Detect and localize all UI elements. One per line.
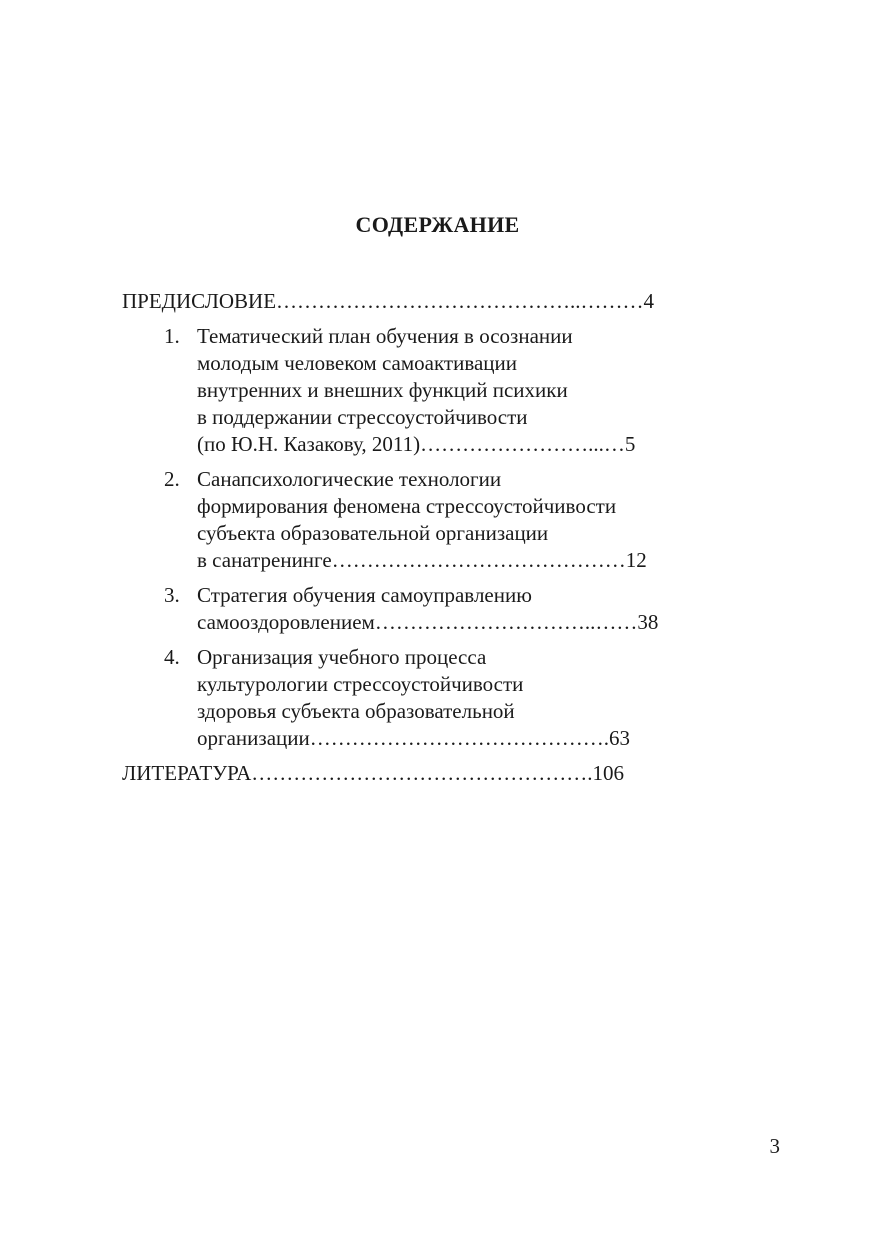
toc-entry-3[interactable]	[122, 582, 742, 636]
toc-entry-text-line: здоровья субъекта образовательной	[197, 699, 515, 723]
toc-entry-text-line: самооздоровлением…………………………..……38	[197, 610, 659, 634]
toc-entry-text-line: Тематический план обучения в осознании	[197, 324, 573, 348]
toc-entry-text-line: субъекта образовательной организации	[197, 521, 549, 545]
toc-entry-text-line: молодым человеком самоактивации	[197, 351, 517, 375]
toc-entry-number: 3.	[164, 583, 180, 607]
page-number: 3	[769, 1134, 780, 1158]
toc-entry-number: 1.	[164, 324, 180, 348]
toc-entry-4[interactable]	[122, 644, 742, 752]
toc-entry-text-line: внутренних и внешних функций психики	[197, 378, 568, 402]
toc-entry-literature[interactable]: ЛИТЕРАТУРА………………………………………….106	[122, 761, 624, 785]
toc-entry-text-line: Организация учебного процесса	[197, 645, 487, 669]
toc-entry-text-line: в санатренинге……………………………………12	[197, 548, 647, 572]
toc-entry-text-line: Санапсихологические технологии	[197, 467, 502, 491]
toc-entry-text-line: организации…………………………………….63	[197, 726, 630, 750]
toc-title: СОДЕРЖАНИЕ	[355, 212, 520, 237]
toc-entry-text-line: формирования феномена стрессоустойчивости	[197, 494, 617, 518]
toc-entry-number: 4.	[164, 645, 180, 669]
toc-entry-preface[interactable]: ПРЕДИСЛОВИЕ……………………………………..………4	[122, 289, 655, 313]
toc-entry-number: 2.	[164, 467, 180, 491]
toc-entry-text-line: культурологии стрессоустойчивости	[197, 672, 524, 696]
toc-entry-text-line: (по Ю.Н. Казакову, 2011)……………………...…5	[197, 432, 636, 456]
toc-entry-text-line: Стратегия обучения самоуправлению	[197, 583, 532, 607]
toc-entry-2[interactable]	[122, 466, 742, 574]
table-of-contents	[122, 288, 742, 787]
toc-entry-1[interactable]	[122, 323, 742, 458]
toc-entry-text-line: в поддержании стрессоустойчивости	[197, 405, 528, 429]
